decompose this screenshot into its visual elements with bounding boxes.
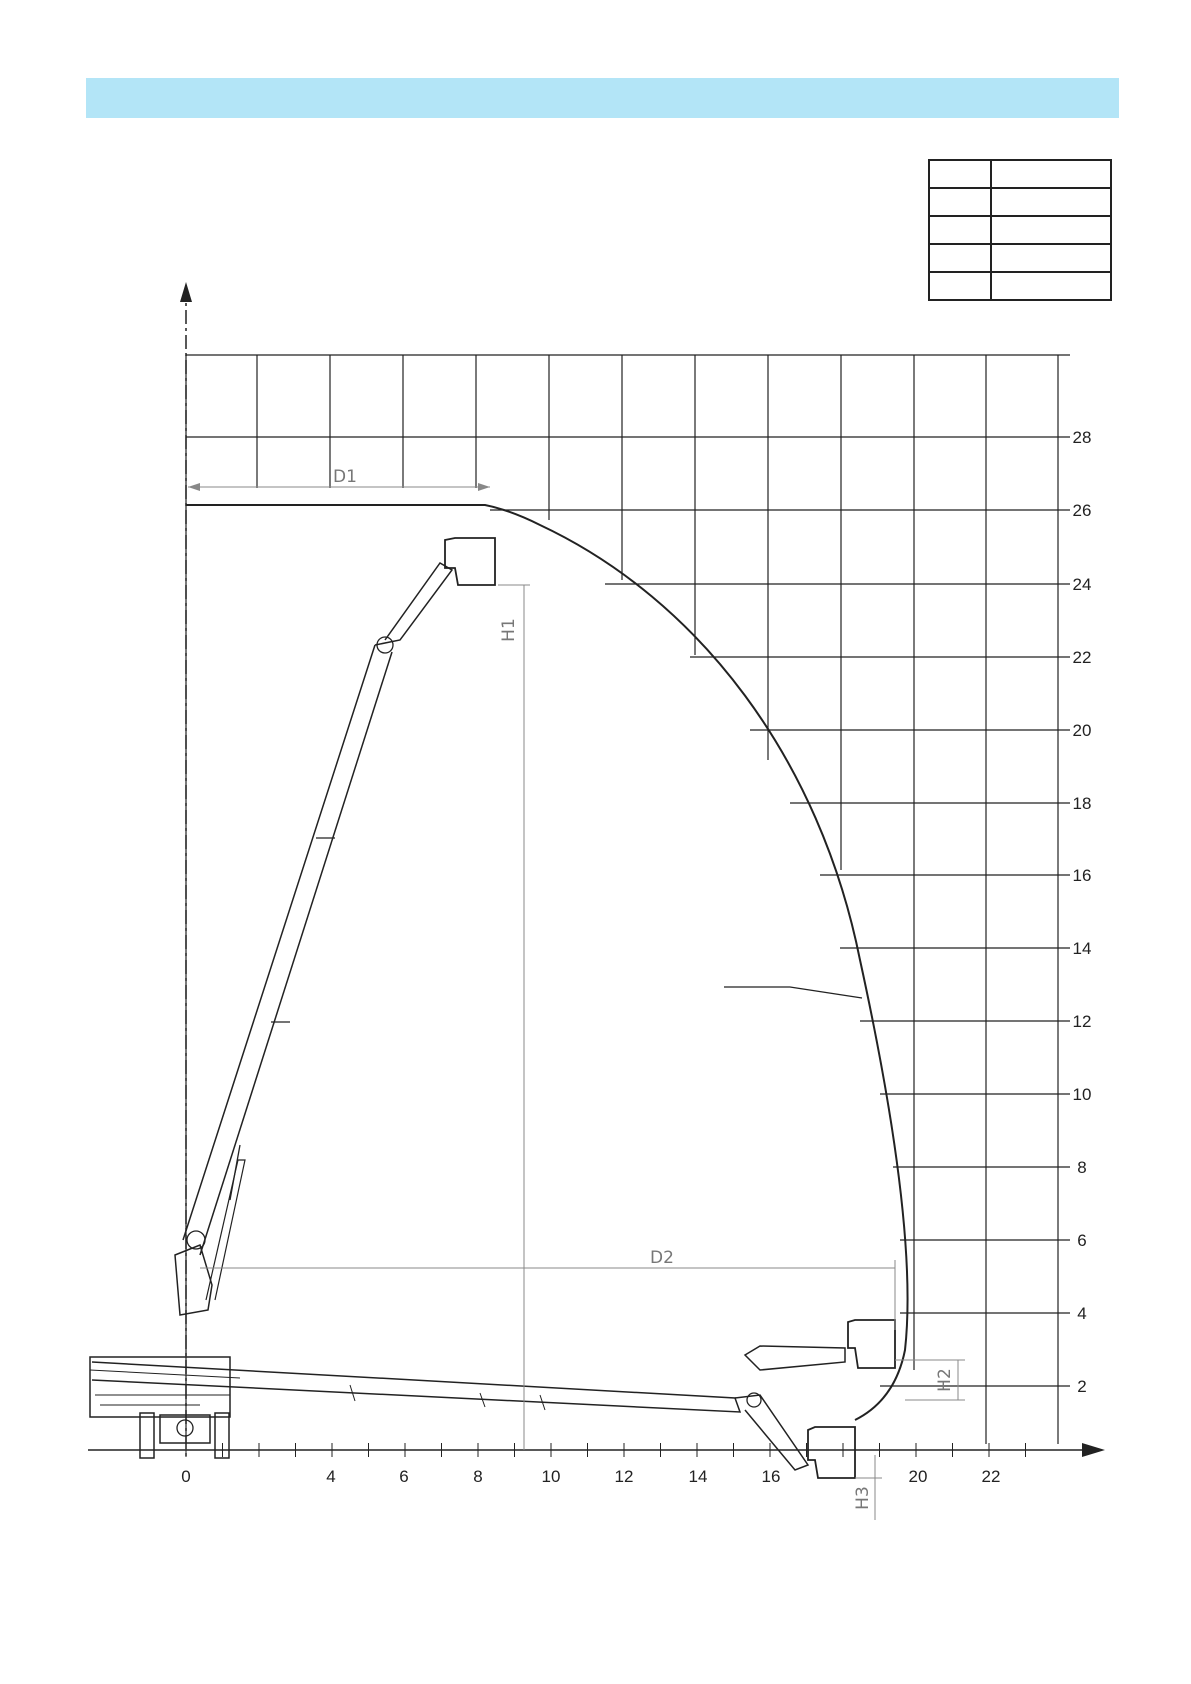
- x-tick-label: 8: [473, 1467, 483, 1486]
- x-tick-label: 0: [181, 1467, 191, 1486]
- y-tick-label: 24: [1072, 575, 1092, 594]
- dimension-label-h3: H3: [853, 1486, 873, 1510]
- dimension-label-h2: H2: [935, 1368, 955, 1392]
- jib-extended: [745, 1346, 845, 1370]
- y-tick-label: 16: [1072, 866, 1092, 885]
- y-tick-label: 10: [1072, 1085, 1092, 1104]
- lift-cylinder: [206, 1160, 245, 1300]
- tick-labels: [181, 428, 1091, 1486]
- y-tick-label: 8: [1077, 1158, 1087, 1177]
- dimension-label-d1: D1: [333, 467, 357, 487]
- basket-extended-icon: [848, 1320, 895, 1368]
- y-tick-label: 14: [1072, 939, 1092, 958]
- axes: [88, 282, 1105, 1460]
- y-axis-arrow-icon: [180, 282, 192, 302]
- x-tick-label: 10: [541, 1467, 561, 1486]
- x-tick-label: 16: [761, 1467, 781, 1486]
- wheel-left-icon: [140, 1413, 154, 1458]
- x-tick-label: 4: [326, 1467, 336, 1486]
- pivot-block: [175, 1245, 212, 1315]
- x-tick-label: 22: [981, 1467, 1001, 1486]
- dimension-label-d2: D2: [650, 1248, 674, 1268]
- y-tick-label: 6: [1077, 1231, 1087, 1250]
- y-tick-label: 2: [1077, 1377, 1087, 1396]
- y-tick-label: 26: [1072, 501, 1092, 520]
- boom-lower-line: [200, 652, 392, 1255]
- machine-drawing: [90, 538, 895, 1478]
- boom-sections: [230, 838, 335, 1200]
- slew-ring-icon: [177, 1420, 193, 1436]
- x-tick-label: 6: [399, 1467, 409, 1486]
- y-tick-label: 20: [1072, 721, 1092, 740]
- jib-upper: [375, 563, 452, 645]
- x-axis-arrow-icon: [1082, 1443, 1105, 1457]
- y-tick-label: 22: [1072, 648, 1092, 667]
- chassis-detail: [90, 1370, 240, 1405]
- y-tick-label: 18: [1072, 794, 1092, 813]
- leader-line: [724, 987, 862, 998]
- x-tick-label: 14: [688, 1467, 708, 1486]
- x-tick-label: 12: [614, 1467, 634, 1486]
- turret-base: [160, 1415, 210, 1443]
- dimension-label-h1: H1: [499, 618, 519, 642]
- reach-envelope: [186, 505, 908, 1420]
- y-tick-label: 4: [1077, 1304, 1087, 1323]
- y-tick-label: 28: [1072, 428, 1092, 447]
- x-tick-label: 20: [908, 1467, 928, 1486]
- envelope-outline: [186, 505, 908, 1420]
- grid: [186, 355, 1070, 1444]
- boom-upper-line: [183, 645, 375, 1240]
- dimension-lines: [188, 467, 965, 1520]
- basket-lower-icon: [808, 1427, 855, 1478]
- basket-upper-icon: [445, 538, 495, 585]
- y-tick-label: 12: [1072, 1012, 1092, 1031]
- jib-lower: [735, 1395, 808, 1470]
